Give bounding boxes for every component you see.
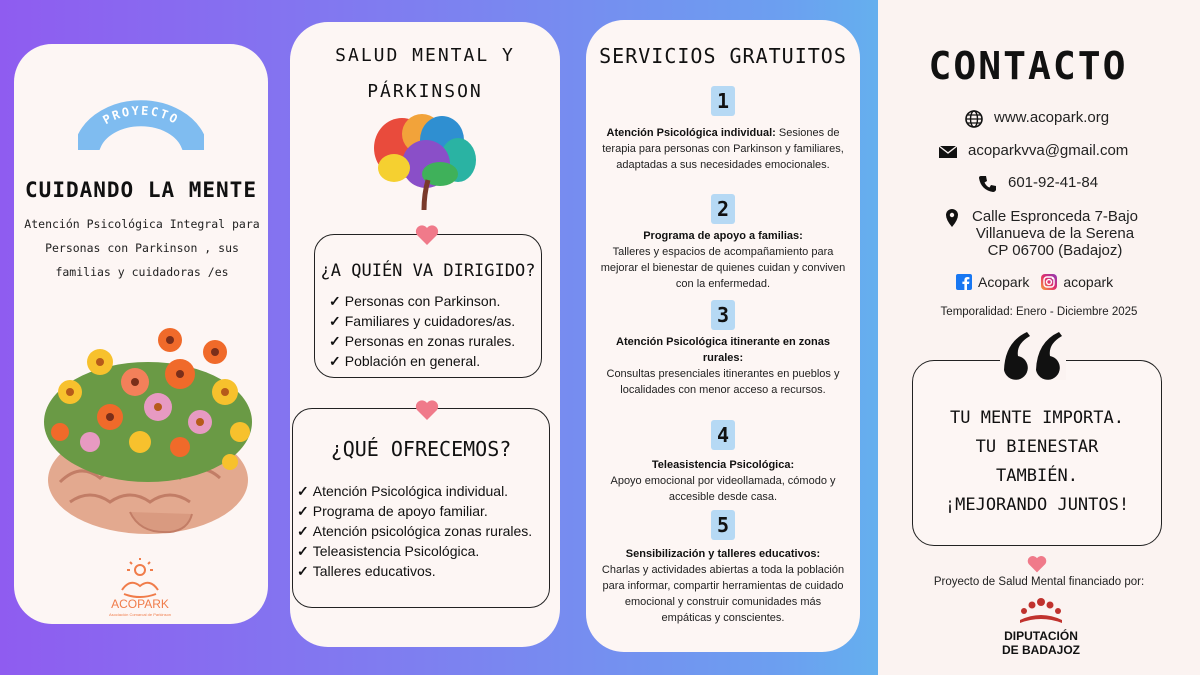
funded-by-text: Proyecto de Salud Mental financiado por: <box>933 576 1145 588</box>
service-number-badge: 1 <box>711 86 735 116</box>
offer-list <box>297 481 532 581</box>
motto-line: TU MENTE IMPORTA. <box>950 408 1124 428</box>
list-item-label: Personas en zonas rurales. <box>344 333 516 349</box>
title-line: SALUD MENTAL Y <box>335 45 515 66</box>
social-row <box>956 274 1113 290</box>
service-item <box>600 457 846 505</box>
service-text: Consultas presenciales itinerantes en pueblos y localidades con menor acceso a recursos. <box>606 368 840 396</box>
project-title: CUIDANDO LA MENTE <box>25 178 257 202</box>
heart-icon <box>414 398 440 422</box>
location-icon <box>942 208 962 228</box>
funder-name-line: DE BADAJOZ <box>1001 643 1081 657</box>
project-badge <box>78 96 204 150</box>
service-item <box>600 228 846 292</box>
check-icon: ✓ <box>329 353 341 369</box>
title-line: PÁRKINSON <box>367 81 483 102</box>
list-item <box>297 501 532 521</box>
motto-text <box>912 404 1162 520</box>
diputacion-badajoz-logo <box>996 596 1086 660</box>
facebook-handle[interactable]: Acopark <box>978 274 1030 290</box>
project-subtitle <box>24 212 260 284</box>
services-title: SERVICIOS GRATUITOS <box>599 44 847 68</box>
heart-icon <box>414 223 440 247</box>
web-row[interactable] <box>964 109 1109 129</box>
service-item <box>600 546 846 626</box>
list-item-label: Talleres educativos. <box>312 563 436 579</box>
address <box>972 208 1138 259</box>
instagram-handle[interactable]: acopark <box>1063 274 1114 290</box>
address-line: CP 06700 (Badajoz) <box>987 242 1123 259</box>
target-audience-title: ¿A QUIÉN VA DIRIGIDO? <box>320 261 536 281</box>
check-icon: ✓ <box>329 313 341 329</box>
contact-title: CONTACTO <box>928 44 1128 88</box>
heart-icon <box>1026 554 1048 574</box>
list-item-label: Personas con Parkinson. <box>344 293 501 309</box>
check-icon: ✓ <box>297 563 309 579</box>
service-number-badge: 3 <box>711 300 735 330</box>
list-item <box>329 331 515 351</box>
target-audience-list <box>329 291 515 371</box>
butterfly-brain-image <box>370 108 480 216</box>
service-item <box>600 125 846 173</box>
phone-icon <box>978 174 998 194</box>
address-line: Villanueva de la Serena <box>975 225 1135 242</box>
subtitle-line: Atención Psicológica Integral para <box>24 217 260 231</box>
list-item-label: Teleasistencia Psicológica. <box>312 543 480 559</box>
service-title: Sensibilización y talleres educativos: <box>625 548 821 560</box>
service-text: Talleres y espacios de acompañamiento para mejorar el bienestar de quienes cuidan y conviven con la enfermedad. <box>600 246 846 290</box>
list-item <box>297 481 532 501</box>
check-icon: ✓ <box>297 523 309 539</box>
motto-line: TAMBIÉN. <box>996 466 1078 486</box>
acopark-logo-text: ACOPARK <box>111 597 169 611</box>
service-number-badge: 5 <box>711 510 735 540</box>
list-item-label: Familiares y cuidadores/as. <box>344 313 516 329</box>
globe-icon <box>964 109 984 129</box>
address-line: Calle Espronceda 7-Bajo <box>972 208 1138 225</box>
email-row[interactable] <box>938 142 1128 162</box>
check-icon: ✓ <box>297 503 309 519</box>
facebook-icon[interactable] <box>956 274 972 290</box>
check-icon: ✓ <box>297 483 309 499</box>
quote-icon <box>1000 326 1066 380</box>
mail-icon <box>938 142 958 162</box>
flower-brain-illustration <box>30 312 260 544</box>
list-item <box>297 521 532 541</box>
service-text: Apoyo emocional por videollamada, cómodo y accesible desde casa. <box>610 475 836 503</box>
web-link[interactable]: www.acopark.org <box>994 109 1110 126</box>
list-item <box>329 291 515 311</box>
service-text: Sesiones de terapia para personas con Parkinson y familiares, adaptadas a sus necesidades emocionales. <box>602 127 844 171</box>
offer-title: ¿QUÉ OFRECEMOS? <box>330 437 512 461</box>
list-item <box>329 311 515 331</box>
service-title: Atención Psicológica itinerante en zonas rurales: <box>616 336 830 364</box>
subtitle-line: familias y cuidadoras /es <box>55 265 229 279</box>
temporality-text: Temporalidad: Enero - Diciembre 2025 <box>940 306 1138 318</box>
list-item <box>297 541 532 561</box>
acopark-logo-subtext: Asociación Comarcal de Parkinson <box>108 612 172 617</box>
phone-number[interactable]: 601-92-41-84 <box>1008 174 1099 191</box>
list-item <box>297 561 532 581</box>
section-title <box>290 38 560 110</box>
list-item <box>329 351 515 371</box>
phone-row[interactable] <box>978 174 1098 194</box>
subtitle-line: Personas con Parkinson , sus <box>45 241 239 255</box>
service-title: Atención Psicológica individual: <box>606 127 776 139</box>
service-number-badge: 4 <box>711 420 735 450</box>
check-icon: ✓ <box>329 333 341 349</box>
instagram-icon[interactable] <box>1041 274 1057 290</box>
funder-name-line: DIPUTACIÓN <box>1004 629 1078 643</box>
target-audience-box <box>314 234 542 378</box>
list-item-label: Programa de apoyo familiar. <box>312 503 488 519</box>
list-item-label: Población en general. <box>344 353 481 369</box>
check-icon: ✓ <box>297 543 309 559</box>
service-item <box>600 334 846 398</box>
badge-text: PROYECTO <box>100 103 182 128</box>
offer-box <box>292 408 550 608</box>
motto-line: TU BIENESTAR <box>975 437 1099 457</box>
service-number-badge: 2 <box>711 194 735 224</box>
service-text: Charlas y actividades abiertas a toda la población para informar, compartir herramientas de cuidado emocional y construir comunidades más empáticas y conscientes. <box>601 564 845 624</box>
list-item-label: Atención psicológica zonas rurales. <box>312 523 533 539</box>
list-item-label: Atención Psicológica individual. <box>312 483 509 499</box>
service-title: Teleasistencia Psicológica: <box>651 459 795 471</box>
check-icon: ✓ <box>329 293 341 309</box>
address-row <box>942 208 1138 259</box>
email-link[interactable]: acoparkvva@gmail.com <box>968 142 1129 159</box>
acopark-logo <box>100 558 180 618</box>
motto-line: ¡MEJORANDO JUNTOS! <box>944 495 1130 515</box>
service-title: Programa de apoyo a familias: <box>643 230 803 242</box>
